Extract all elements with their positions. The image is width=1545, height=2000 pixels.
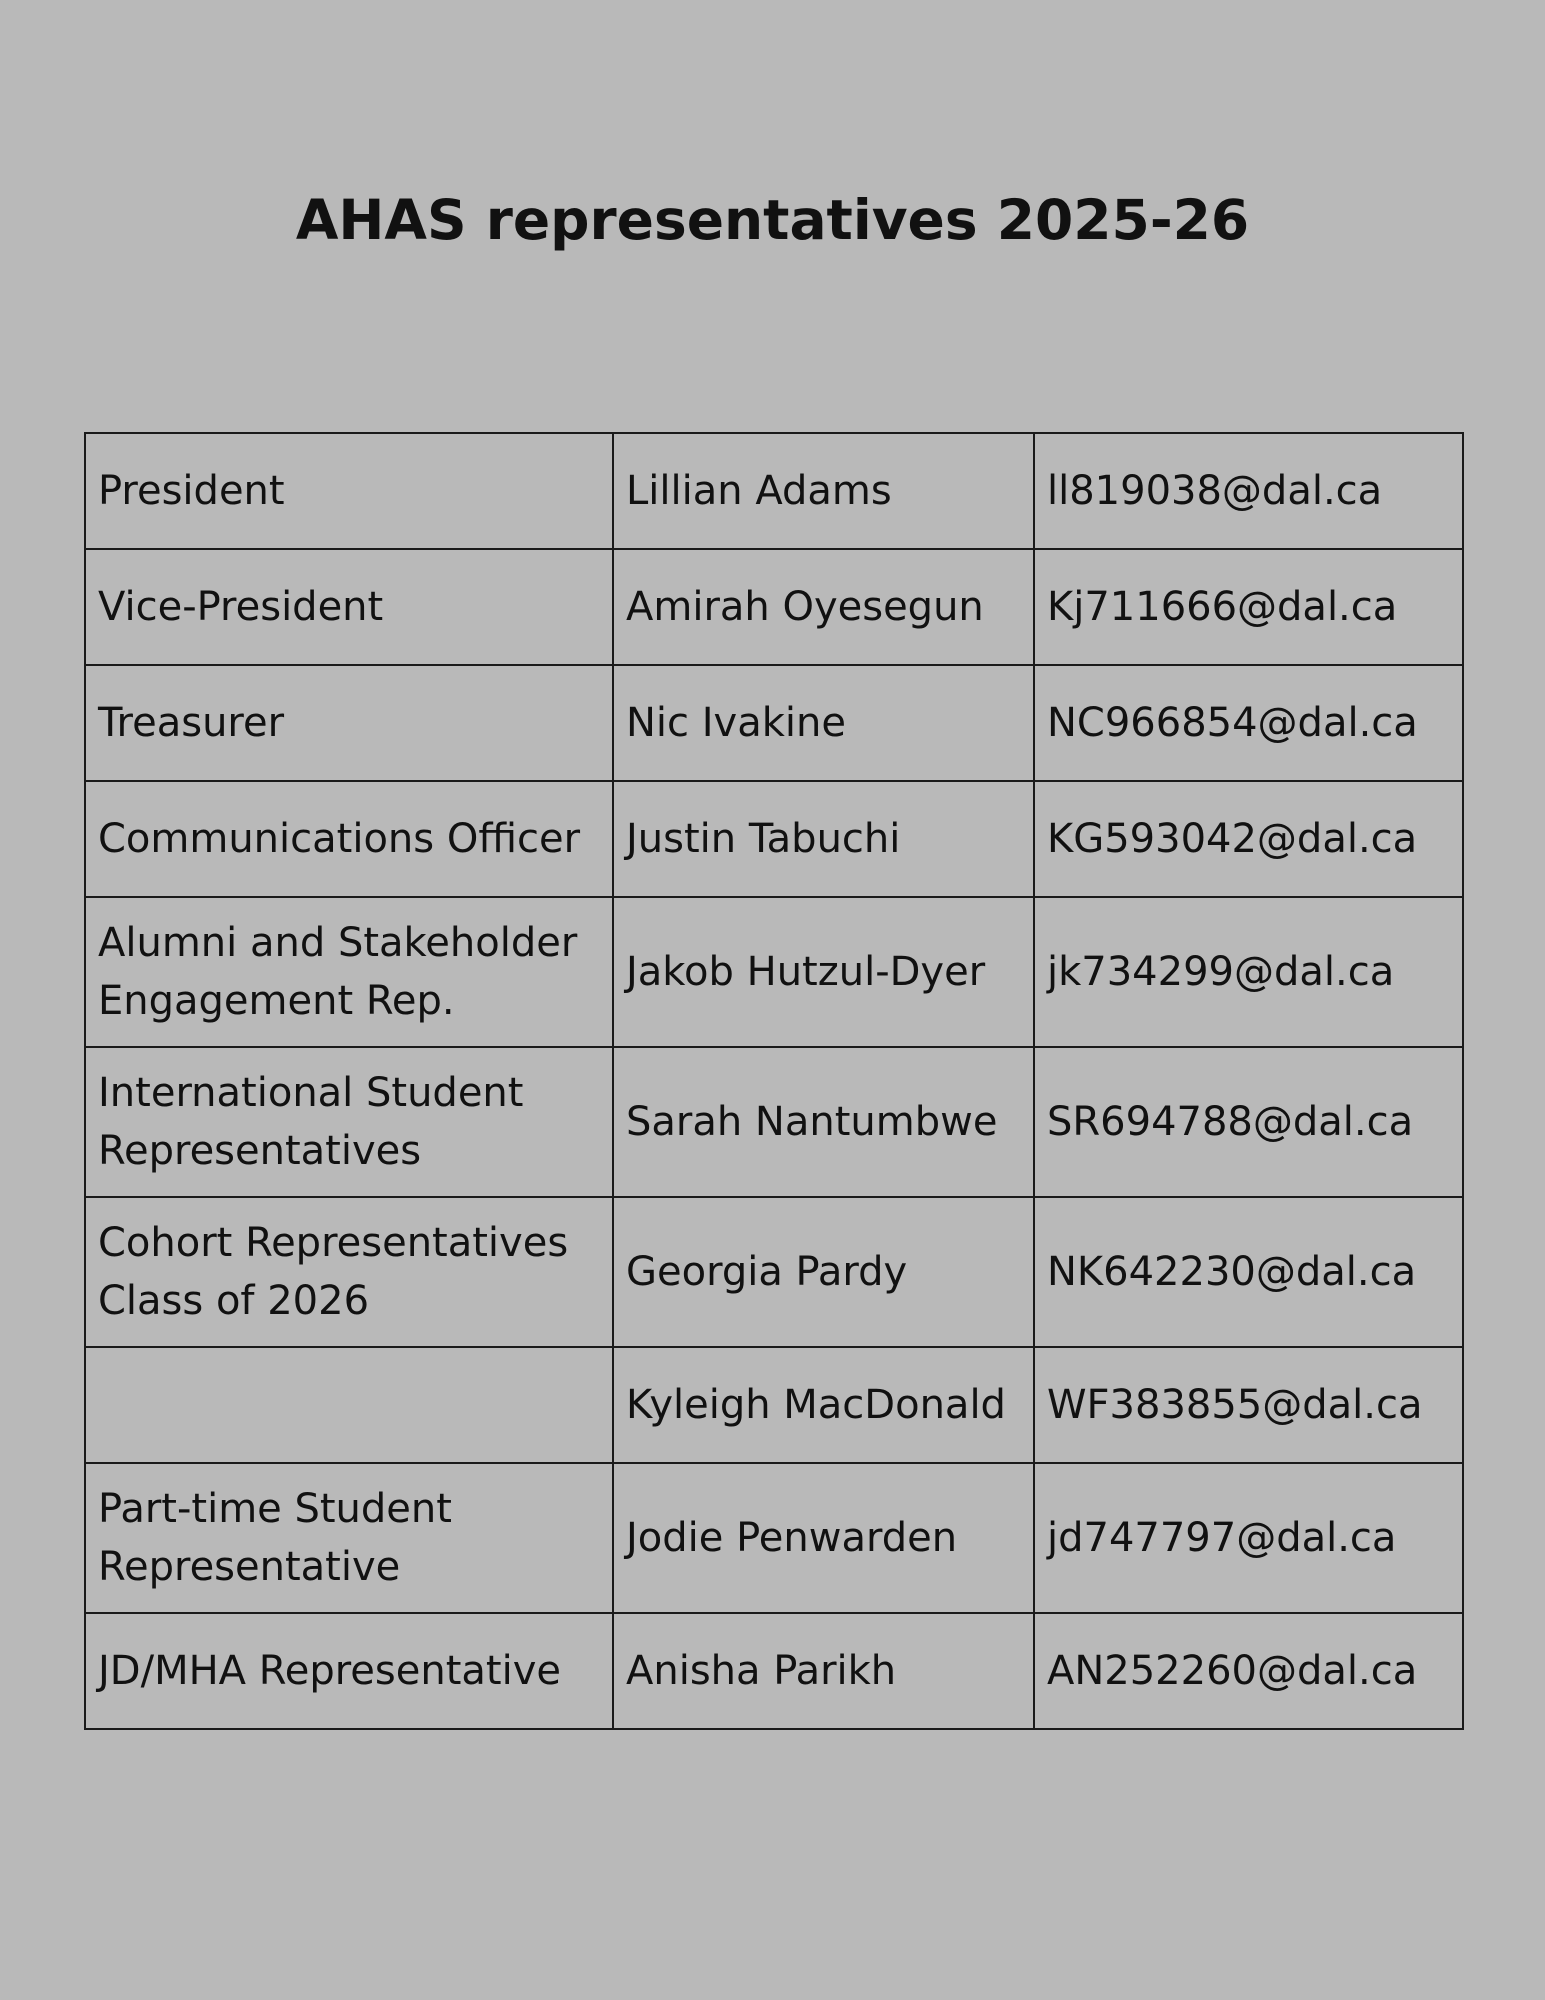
table-row	[85, 1347, 1463, 1463]
name-cell: Nic Ivakine	[613, 665, 1034, 781]
representatives-table	[84, 432, 1464, 1730]
email-cell[interactable]: SR694788@dal.ca	[1034, 1047, 1463, 1197]
email-cell[interactable]: NC966854@dal.ca	[1034, 665, 1463, 781]
table-row	[85, 433, 1463, 549]
name-cell: Justin Tabuchi	[613, 781, 1034, 897]
table-row	[85, 549, 1463, 665]
role-cell: Treasurer	[85, 665, 613, 781]
name-cell: Jodie Penwarden	[613, 1463, 1034, 1613]
name-cell: Anisha Parikh	[613, 1613, 1034, 1729]
email-cell[interactable]: AN252260@dal.ca	[1034, 1613, 1463, 1729]
table-row	[85, 1613, 1463, 1729]
email-cell[interactable]: Kj711666@dal.ca	[1034, 549, 1463, 665]
role-cell: Part-time Student Representative	[85, 1463, 613, 1613]
table-row	[85, 1197, 1463, 1347]
table-row	[85, 665, 1463, 781]
name-cell: Jakob Hutzul-Dyer	[613, 897, 1034, 1047]
email-cell[interactable]: ll819038@dal.ca	[1034, 433, 1463, 549]
email-cell[interactable]: KG593042@dal.ca	[1034, 781, 1463, 897]
role-cell: Vice-President	[85, 549, 613, 665]
table-row	[85, 1047, 1463, 1197]
page-title: AHAS representatives 2025-26	[295, 188, 1250, 252]
email-cell[interactable]: NK642230@dal.ca	[1034, 1197, 1463, 1347]
role-cell	[85, 1347, 613, 1463]
name-cell: Sarah Nantumbwe	[613, 1047, 1034, 1197]
email-cell[interactable]: jk734299@dal.ca	[1034, 897, 1463, 1047]
table-row	[85, 1463, 1463, 1613]
role-cell: International Student Representatives	[85, 1047, 613, 1197]
email-cell[interactable]: jd747797@dal.ca	[1034, 1463, 1463, 1613]
role-cell: Alumni and Stakeholder Engagement Rep.	[85, 897, 613, 1047]
role-cell: Communications Officer	[85, 781, 613, 897]
name-cell: Kyleigh MacDonald	[613, 1347, 1034, 1463]
name-cell: Lillian Adams	[613, 433, 1034, 549]
name-cell: Georgia Pardy	[613, 1197, 1034, 1347]
role-cell: JD/MHA Representative	[85, 1613, 613, 1729]
name-cell: Amirah Oyesegun	[613, 549, 1034, 665]
table-row	[85, 781, 1463, 897]
table-row	[85, 897, 1463, 1047]
role-cell: Cohort Representatives Class of 2026	[85, 1197, 613, 1347]
email-cell[interactable]: WF383855@dal.ca	[1034, 1347, 1463, 1463]
role-cell: President	[85, 433, 613, 549]
